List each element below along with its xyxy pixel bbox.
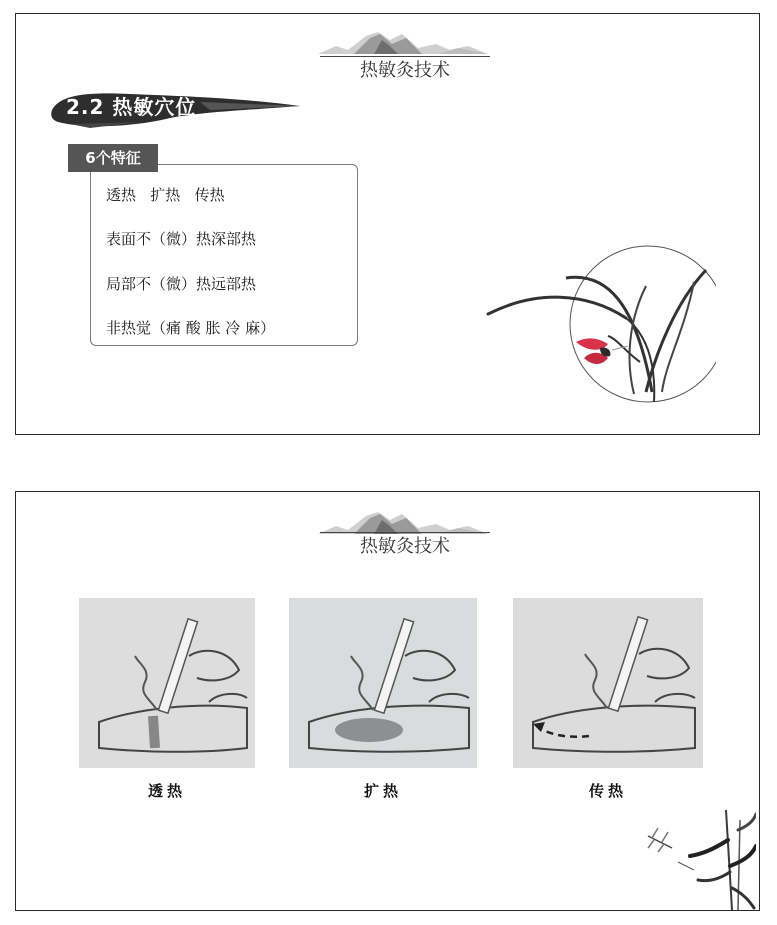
brand-title: 热敏灸技术: [320, 532, 490, 561]
slide-2: [15, 491, 760, 911]
mountain-ink-icon: [318, 24, 488, 60]
feature-item: 局部不（微）热远部热: [106, 275, 257, 293]
bamboo-dragonfly-icon: [628, 810, 756, 910]
features-tag: 6个特征: [68, 144, 158, 172]
caption-conducting: 传热: [588, 782, 627, 800]
moxibustion-photo-penetrating: [79, 598, 255, 768]
caption-spreading: 扩热: [363, 782, 402, 800]
feature-item: 非热觉（痛 酸 胀 冷 麻）: [106, 319, 276, 337]
orchid-painting-icon: [476, 242, 716, 412]
feature-item: 表面不（微）热深部热: [106, 230, 257, 248]
feature-item: 透热 扩热 传热: [106, 186, 225, 204]
slide-1: [15, 13, 760, 435]
moxibustion-photo-conducting: [513, 598, 703, 768]
section-title: 2.2 热敏穴位: [66, 95, 197, 119]
caption-penetrating: 透热: [147, 782, 186, 800]
brand-title: 热敏灸技术: [320, 56, 490, 85]
moxibustion-photo-spreading: [289, 598, 477, 768]
